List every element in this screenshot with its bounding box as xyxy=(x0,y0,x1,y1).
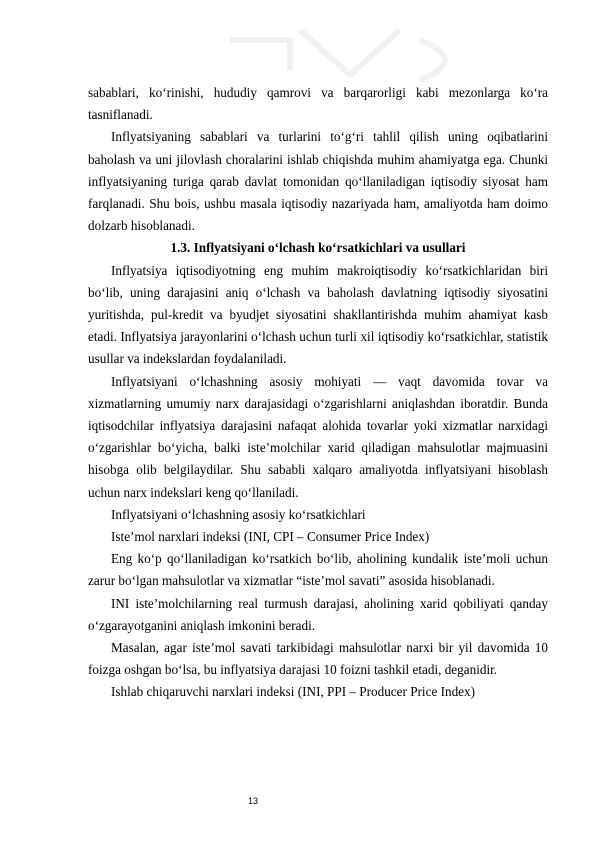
subheading-cpi: Iste’mol narxlari indeksi (INI, CPI – Consumer Price Index) xyxy=(111,529,430,545)
page-number: 13 xyxy=(248,796,259,806)
paragraph-cpi-example: Masalan, agar iste’mol savati tarkibidagi mahsulotlar narxi bir yil davomida 10 foizga oshgan bo‘lsa, bu inflyatsiya darajasi 10 foizni tashkil etadi, deganidir. xyxy=(88,640,548,678)
subheading-main-indicators: Inflyatsiyani o‘lchashning asosiy ko‘rsatkichlari xyxy=(111,506,366,522)
document-body xyxy=(88,82,548,704)
paragraph-cpi-description: Eng ko‘p qo‘llaniladigan ko‘rsatkich bo‘lib, aholining kundalik iste’moli uchun zarur bo‘lgan mahsulotlar va xizmatlar “iste’mol savati” asosida hisoblanadi. xyxy=(88,551,548,589)
paragraph-cpi-purpose: INI iste’molchilarning real turmush darajasi, aholining xarid qobiliyati qanday o‘zgarayotganini aniqlash imkonini beradi. xyxy=(88,595,548,633)
paragraph-essence: Inflyatsiyani o‘lchashning asosiy mohiyati — vaqt davomida tovar va xizmatlarning umumiy narx darajasidagi o‘zgarishlarni aniqlashdan iboratdir. Bunda iqtisodchilar inflyatsiya darajasini nafaqat alohida tovarlar yoki xizmatlar narxidagi o‘zgarishlar bo‘yicha, balki iste’molchilar xarid qiladigan mahsulotlar majmuasini hisobga olib belgilaydilar. Shu sababli xalqaro amaliyotda inflyatsiyani hisoblash uchun narx indekslari keng qo‘llaniladi. xyxy=(88,373,548,500)
paragraph-inflation-causes: Inflyatsiyaning sabablari va turlarini to‘g‘ri tahlil qilish uning oqibatlarini baholash va uni jilovlash choralarini ishlab chiqishda muhim ahamiyatga ega. Chunki inflyatsiyaning turiga qarab davlat tomonidan qo‘llaniladigan iqtisodiy siyosat ham farqlanadi. Shu bois, ushbu masala iqtisodiy nazariyada ham, amaliyotda ham doimo dolzarb hisoblanadi. xyxy=(88,129,548,234)
paragraph-continuation: sabablari, ko‘rinishi, hududiy qamrovi va barqarorligi kabi mezonlarga ko‘ra tasniflanadi. xyxy=(88,85,548,123)
section-heading: 1.3. Inflyatsiyani o‘lchash ko‘rsatkichlari va usullari xyxy=(170,240,466,256)
subheading-ppi: Ishlab chiqaruvchi narxlari indeksi (INI, PPI – Producer Price Index) xyxy=(111,684,476,700)
paragraph-intro: Inflyatsiya iqtisodiyotning eng muhim makroiqtisodiy ko‘rsatkichlaridan biri bo‘lib, uning darajasini aniq o‘lchash va baholash davlatning iqtisodiy siyosatini yuritishda, pul-kredit va byudjet siyosatini shakllantirishda muhim ahamiyat kasb etadi. Inflyatsiya jarayonlarini o‘lchash uchun turli xil iqtisodiy ko‘rsatkichlar, statistik usullar va indekslardan foydalaniladi. xyxy=(88,262,548,367)
